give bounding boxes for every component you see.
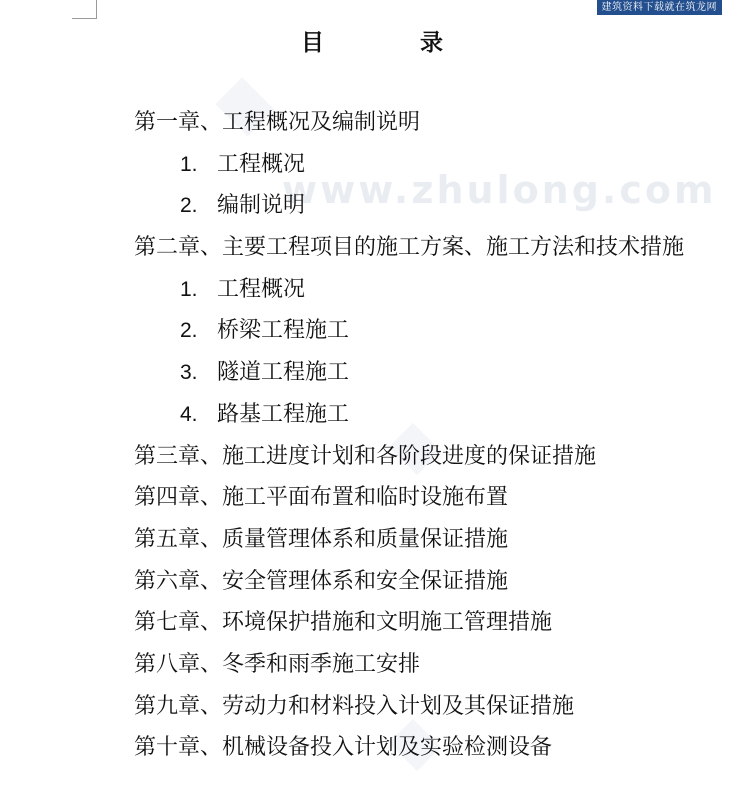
toc-item-text: 第四章、施工平面布置和临时设施布置	[134, 485, 509, 511]
toc-subsection-item	[134, 269, 684, 311]
toc-item-text: 工程概况	[217, 151, 306, 177]
toc-item-number: 3.	[180, 361, 198, 385]
toc-item-number: 2.	[180, 319, 198, 343]
toc-item-text: 第九章、劳动力和材料投入计划及其保证措施	[134, 693, 575, 719]
toc-chapter-item	[134, 227, 684, 269]
toc-subsection-item	[134, 394, 684, 436]
toc-item-text: 桥梁工程施工	[217, 318, 350, 344]
toc-item-text: 第二章、主要工程项目的施工方案、施工方法和技术措施	[134, 235, 685, 261]
toc-item-text: 编制说明	[217, 193, 306, 219]
toc-item-text: 第七章、环境保护措施和文明施工管理措施	[134, 610, 553, 636]
toc-item-text: 第八章、冬季和雨季施工安排	[134, 651, 421, 677]
toc-list	[134, 102, 684, 769]
toc-chapter-item	[134, 436, 684, 478]
toc-subsection-item	[134, 352, 684, 394]
toc-chapter-item	[134, 727, 684, 769]
watermark-text: www.zhulong.com	[282, 168, 717, 212]
toc-item-text: 第一章、工程概况及编制说明	[134, 110, 421, 135]
toc-chapter-item	[134, 644, 684, 686]
toc-chapter-item	[134, 561, 684, 603]
toc-item-number: 1.	[180, 152, 198, 176]
watermark-badge: 建筑资料下载就在筑龙网	[597, 0, 723, 15]
page-corner-mark	[72, 0, 97, 19]
toc-chapter-item	[134, 102, 684, 144]
toc-item-number: 2.	[180, 194, 198, 218]
toc-item-text: 第十章、机械设备投入计划及实验检测设备	[134, 735, 553, 761]
toc-chapter-item	[134, 477, 684, 519]
toc-chapter-item	[134, 519, 684, 561]
toc-subsection-item	[134, 144, 684, 186]
toc-item-number: 4.	[180, 402, 198, 426]
toc-item-number: 1.	[180, 277, 198, 301]
toc-item-text: 第五章、质量管理体系和质量保证措施	[134, 526, 509, 552]
toc-subsection-item	[134, 310, 684, 352]
toc-item-text: 路基工程施工	[217, 401, 350, 427]
toc-item-text: 第六章、安全管理体系和安全保证措施	[134, 568, 509, 594]
toc-chapter-item	[134, 602, 684, 644]
toc-subsection-item	[134, 185, 684, 227]
toc-item-text: 工程概况	[217, 276, 306, 302]
toc-item-text: 隧道工程施工	[217, 360, 350, 386]
toc-item-text: 第三章、施工进度计划和各阶段进度的保证措施	[134, 443, 597, 469]
toc-chapter-item	[134, 686, 684, 728]
toc-title: 目 录	[300, 30, 487, 56]
